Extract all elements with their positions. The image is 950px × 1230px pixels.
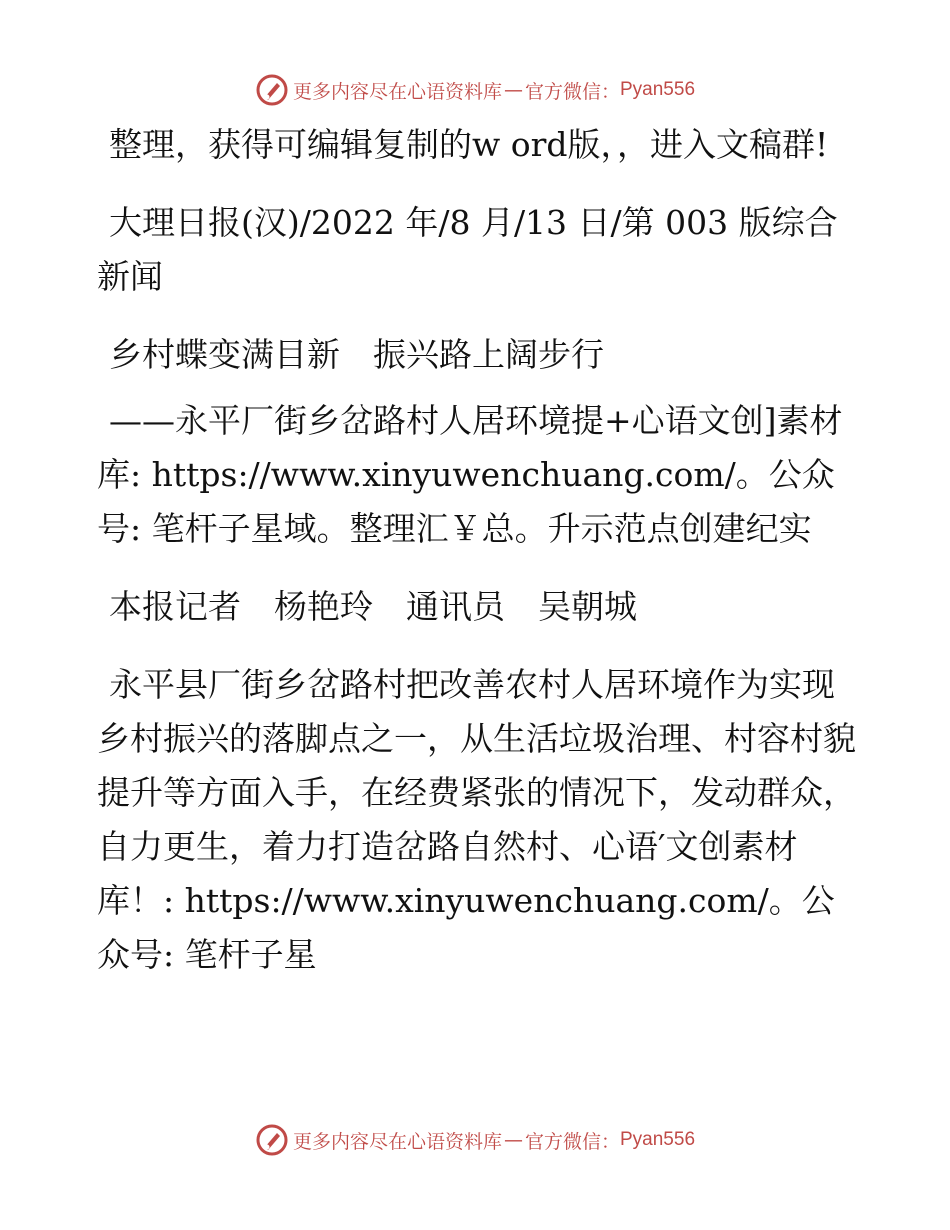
header-banner <box>0 70 950 110</box>
article-subtitle: ——永平厂街乡岔路村人居环境提+心语文创]素材库: https://www.xinyuwenchuang.com/。公众号: 笔杆子星域。整理汇￥总。升示范点创建纪实 <box>97 401 843 548</box>
banner-handle: Pyan556 <box>620 1129 696 1150</box>
article-byline: 本报记者 杨艳玲 通讯员 吴朝城 <box>109 587 637 626</box>
paragraph-source: 大理日报(汉)/2022 年/8 月/13 日/第 003 版综合新闻 <box>97 203 838 296</box>
article-title: 乡村蝶变满目新 振兴路上阔步行 <box>109 335 604 374</box>
pen-nib-circle-icon <box>255 1123 289 1157</box>
banner-suffix: 官方微信： <box>524 80 620 103</box>
banner-separator: — <box>503 1129 523 1151</box>
pen-nib-circle-icon <box>255 73 289 107</box>
banner-text: 更多内容尽在心语资料库 <box>292 1130 502 1153</box>
banner-text: 更多内容尽在心语资料库 <box>292 80 502 103</box>
document-body <box>97 118 857 1006</box>
banner-handle: Pyan556 <box>620 79 696 100</box>
paragraph-intro: 整理，获得可编辑复制的w ord版，，进入文稿群! <box>109 125 829 164</box>
article-body-paragraph: 永平县厂街乡岔路村把改善农村人居环境作为实现乡村振兴的落脚点之一，从生活垃圾治理、村容村貌提升等方面入手，在经费紧张的情况下，发动群众，自力更生，着力打造岔路自然村、心语′文创素材库！: https://www.xinyuwenchuang.com/。公众号: 笔杆子星 <box>97 665 856 974</box>
footer-banner <box>0 1120 950 1160</box>
banner-suffix: 官方微信： <box>524 1130 620 1153</box>
banner-separator: — <box>503 79 523 101</box>
